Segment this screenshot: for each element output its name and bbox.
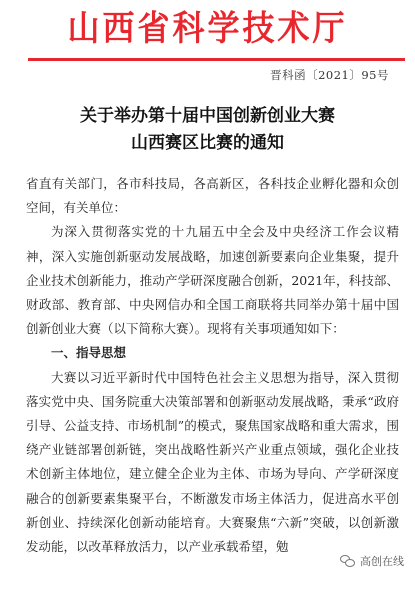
document-title <box>0 103 415 157</box>
source-watermark <box>337 552 407 570</box>
watermark-label: 高创在线 <box>360 555 404 568</box>
section-paragraph: 大赛以习近平新时代中国特色社会主义思想为指导，深入贯彻落实党中央、国务院重大决策部署和创新驱动发展战略，秉承“政府引导、公益支持、市场机制”的模式，聚焦国家战略和重大需求，围绕产业链部署创新链，突出战略性新兴产业重点领域，强化企业技术创新主体地位，建立健全企业为主体、市场为导向、产学研深度融合的创新要素集聚平台，不断激发市场主体活力，促进高水平创新创业、持续深化创新动能培育。大赛聚焦“六新”突破，以创新激发动能，以改革释放活力，以产业承载希望，勉 <box>26 369 399 555</box>
intro-paragraph: 为深入贯彻落实党的十九届五中全会及中央经济工作会议精神，深入实施创新驱动发展战略，加速创新要素向企业集聚，提升企业技术创新能力，推动产学研深度融合创新，2021年，科技部、财政部、教育部、中央网信办和全国工商联将共同举办第十届中国创新创业大赛（以下简称大赛）。现将有关事项通知如下： <box>26 224 399 337</box>
addressee-line: 省直有关部门，各市科技局，各高新区，各科技企业孵化器和众创空间，有关单位： <box>26 176 399 216</box>
section-heading: 一、指导思想 <box>51 345 127 361</box>
document-number: 晋科函〔2021〕95号 <box>270 68 389 82</box>
org-title: 山西省科学技术厅 <box>67 7 348 49</box>
red-divider-rule <box>28 58 405 61</box>
document-title-line-2: 山西赛区比赛的通知 <box>131 133 284 153</box>
document-body <box>26 172 399 559</box>
wechat-icon <box>340 555 356 568</box>
document-title-line-1: 关于举办第十届中国创新创业大赛 <box>80 106 335 126</box>
